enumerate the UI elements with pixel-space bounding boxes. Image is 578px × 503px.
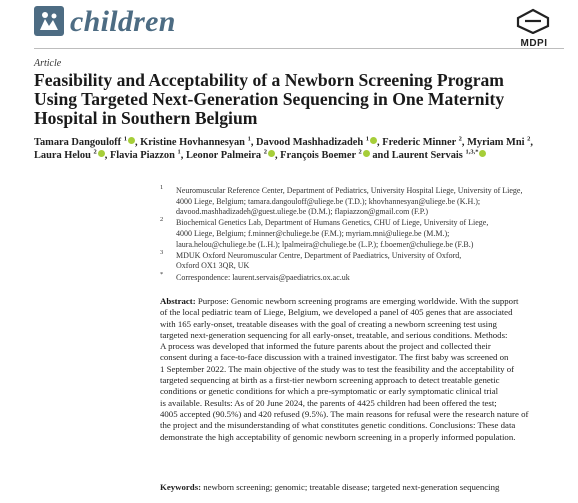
- author-name[interactable]: Tamara Dangouloff: [34, 137, 122, 148]
- author-name[interactable]: Laurent Servais: [391, 150, 463, 161]
- mdpi-logo-icon: [514, 8, 554, 49]
- abstract-line: A process was developed that informed the future parents about the project and collected their: [160, 341, 491, 352]
- abstract-line: targeted next-generation sequencing for all early-onset, treatable, and serious conditions. Methods:: [160, 329, 508, 340]
- title-line: Feasibility and Acceptability of a Newborn Screening Program: [34, 70, 504, 90]
- author-name[interactable]: Frederic Minner: [382, 137, 456, 148]
- orcid-icon[interactable]: [268, 150, 275, 157]
- abstract-line: Abstract: Purpose: Genomic newborn screening programs are emerging worldwide. With the support: [160, 296, 519, 306]
- publisher-name: MDPI: [520, 38, 548, 49]
- author-name[interactable]: François Boemer: [280, 150, 356, 161]
- author-line: Tamara Dangouloff $^1$ , Kristine Hovhannesyan $^1$, Davood Mashhadizadeh $^1$ , Frederic Minner $^2$, Myriam Mni $^2$,: [34, 135, 533, 148]
- affiliation-item: 1 Neuromuscular Reference Center, Department of Pediatrics, University Hospital Liege, University of Liege, 4000 Liege, Belgium; tamara.dangouloff@uliege.be (T.D.); khovhannesyan@uliege.be (K.H.); davood.mashhadizadeh@guest.uliege.be (D.M.); flapiazzon@gmail.com (F.P.): [160, 184, 523, 217]
- affiliations: [160, 186, 570, 284]
- children-logo-icon: [34, 6, 64, 36]
- abstract-line: is available. Results: As of 20 June 2024, the parents of 4425 children had been offered the test;: [160, 397, 497, 408]
- author-name[interactable]: Laura Helou: [34, 150, 91, 161]
- journal-name: children: [70, 5, 176, 38]
- abstract: [160, 296, 572, 443]
- abstract-label: Abstract:: [160, 296, 196, 306]
- title-line: Using Targeted Next-Generation Sequencing in One Maternity: [34, 89, 505, 109]
- author-list: [34, 136, 574, 162]
- keywords-text: newborn screening; genomic; treatable disease; targeted next-generation sequencing: [203, 482, 500, 492]
- abstract-line: consent during a face-to-face discussion with a trained investigator. The first baby was screened on: [160, 352, 509, 363]
- author-name[interactable]: Flavia Piazzon: [109, 150, 175, 161]
- abstract-line: demonstrate the high acceptability of genomic newborn screening in a properly informed population.: [160, 431, 516, 442]
- orcid-icon[interactable]: [98, 150, 105, 157]
- orcid-icon[interactable]: [479, 150, 486, 157]
- orcid-icon[interactable]: [363, 150, 370, 157]
- affiliation-item: 2 Biochemical Genetics Lab, Department of Humans Genetics, CHU of Liege, University of Liege, 4000 Liege, Belgium; f.minner@chuliege.be (F.M.); myriam.mni@uliege.be (M.M.); laura.helou@chuliege.be (L.H.); lpalmeira@chuliege.be (L.P.); f.boemer@chuliege.be (F.B.): [160, 216, 489, 249]
- author-name[interactable]: Davood Mashhadizadeh: [256, 137, 364, 148]
- author-name[interactable]: Kristine Hovhannesyan: [140, 137, 245, 148]
- abstract-line: conditions or genetic conditions for which a pre-symptomatic or early symptomatic clinical trial: [160, 386, 499, 397]
- title-line: Hospital in Southern Belgium: [34, 108, 258, 128]
- abstract-line: 4005 accepted (90.5%) and 420 refused (9.5%). The main reasons for refusal were the research nature of: [160, 408, 529, 419]
- orcid-icon[interactable]: [370, 137, 377, 144]
- author-name[interactable]: Myriam Mni: [467, 137, 525, 148]
- journal-header: [34, 5, 564, 49]
- keywords-label: Keywords:: [160, 482, 202, 492]
- author-name[interactable]: Leonor Palmeira: [185, 150, 262, 161]
- article-title: [34, 71, 564, 128]
- author-line: Laura Helou $^2$ , Flavia Piazzon $^1$, Leonor Palmeira $^2$ , François Boemer $^2$ and Laurent Servais $^{1,3,*}$: [34, 149, 574, 162]
- abstract-line: with 165 early-onset, treatable diseases with the goal of creating a newborn screening test using: [160, 318, 497, 329]
- correspondence: * Correspondence: laurent.servais@paediatrics.ox.ac.uk: [160, 270, 350, 282]
- article-type: Article: [34, 58, 62, 69]
- header-divider: [34, 48, 564, 49]
- abstract-line: of the local pediatric team of Liege, Belgium, we developed a panel of 405 genes that are associated: [160, 307, 513, 318]
- abstract-line: targeted sequencing at birth as a first-tier newborn screening approach to detect treatable genetic: [160, 375, 500, 386]
- orcid-icon[interactable]: [128, 137, 135, 144]
- abstract-line: 1 September 2022. The main objective of the study was to test the feasibility and the acceptability of: [160, 363, 515, 374]
- affiliation-item: 3 MDUK Oxford Neuromuscular Centre, Department of Paediatrics, University of Oxford, Oxford OX1 3QR, UK: [160, 248, 462, 271]
- keywords: [160, 482, 572, 493]
- abstract-line: the project and the misunderstanding of what constitutes genetic conditions. Conclusions: These data: [160, 420, 516, 431]
